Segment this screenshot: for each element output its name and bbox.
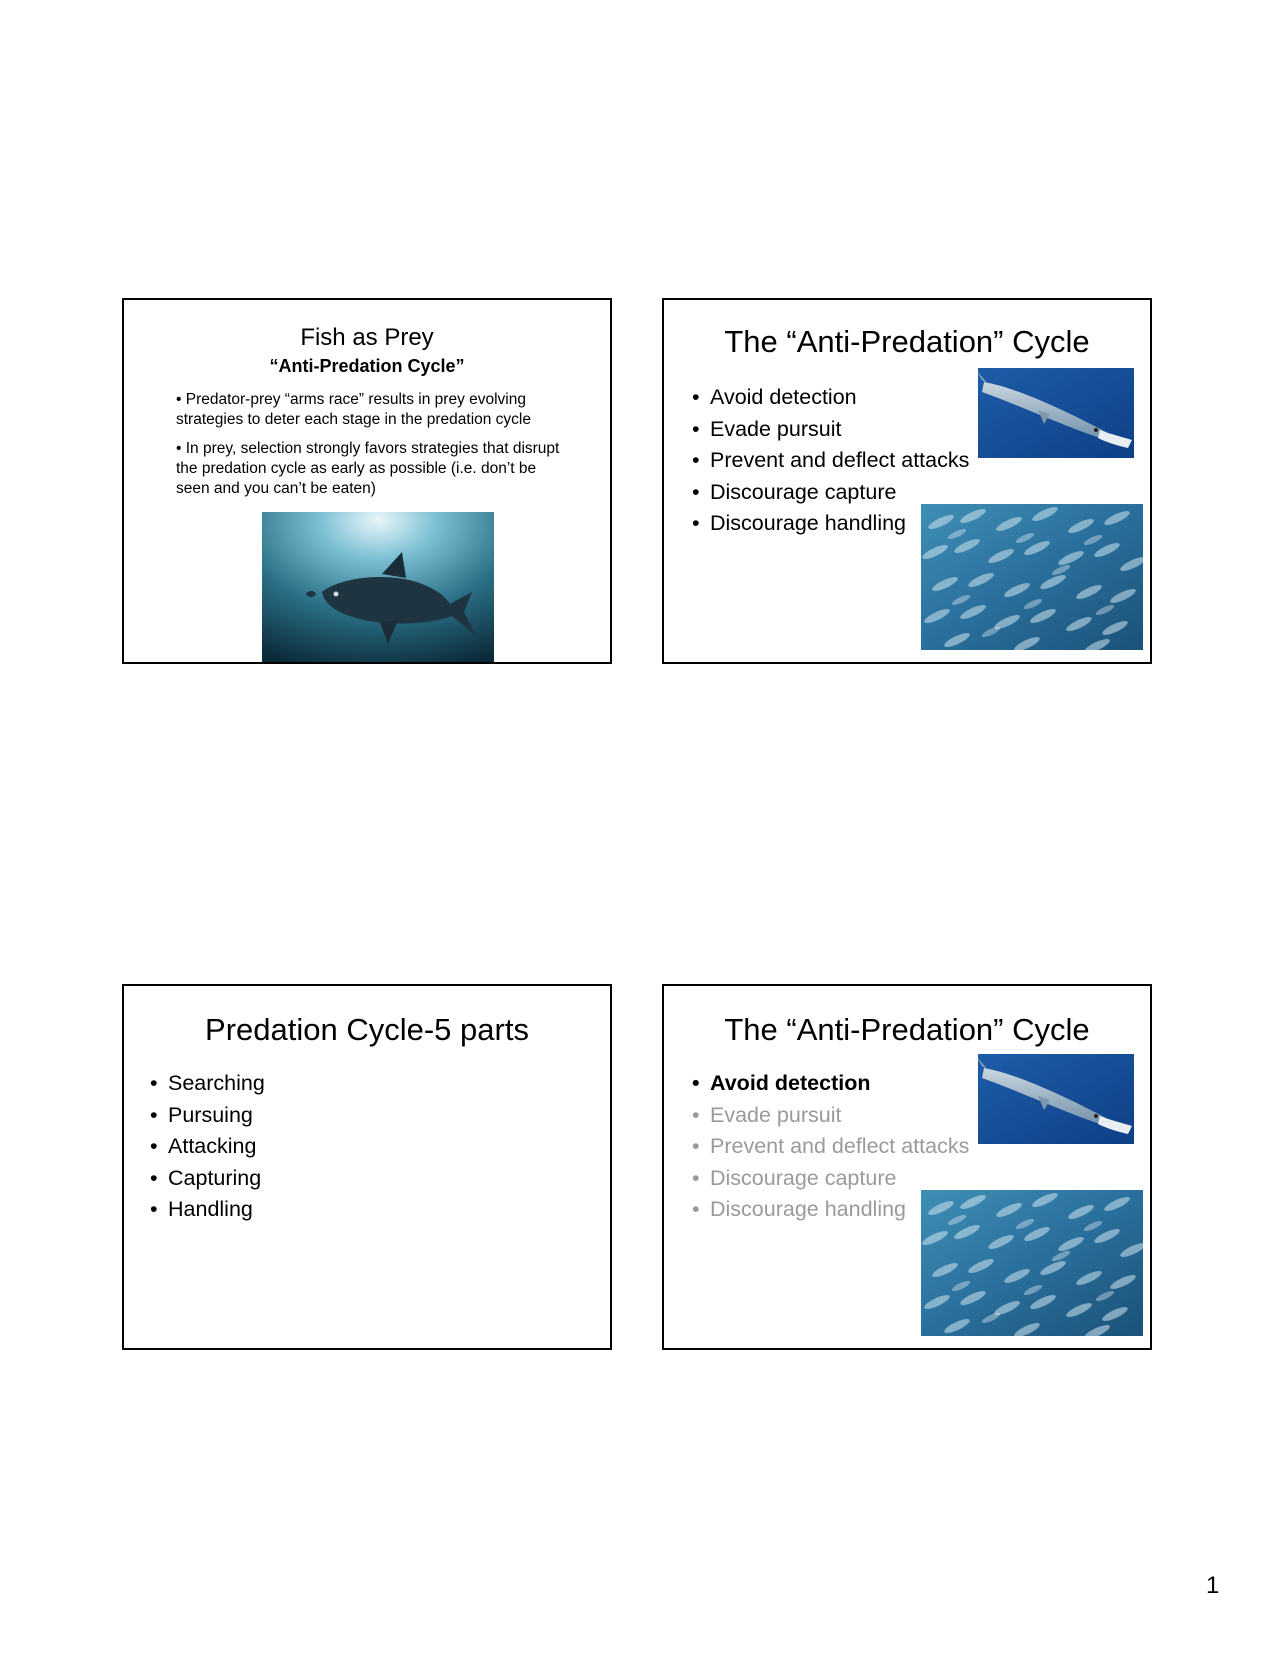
bullet-char: • <box>692 385 700 409</box>
list-item <box>150 1068 265 1100</box>
bullet-char: • <box>150 1134 158 1158</box>
page-number: 1 <box>1206 1572 1220 1599</box>
bullet-char: • <box>692 1134 700 1158</box>
bullet-char: • <box>150 1197 158 1221</box>
bullet-text: Discourage handling <box>710 511 907 535</box>
bullet-char: • <box>692 1071 700 1095</box>
bullet-char: • <box>692 1102 700 1127</box>
fish-school-photo <box>921 504 1143 650</box>
bullet-char: • <box>150 1071 158 1095</box>
list-item-dimmed <box>692 1100 969 1132</box>
barracuda-photo <box>978 368 1134 458</box>
bullet-char: • <box>150 1165 158 1190</box>
bullet-text: Avoid detection <box>710 385 857 409</box>
bullet-text: Discourage handling <box>710 1197 907 1221</box>
bullet-text: Handling <box>168 1197 253 1221</box>
list-item-dimmed <box>692 1131 969 1163</box>
list-item <box>692 445 969 477</box>
paragraph-line: the predation cycle as early as possible (i.e. don’t be <box>176 460 537 477</box>
bullet-char: • <box>692 511 700 535</box>
list-item <box>150 1131 265 1163</box>
bullet-list <box>150 1068 265 1226</box>
paragraph-1 <box>176 390 596 430</box>
bullet-char: • <box>692 479 700 504</box>
bullet-text: Evade pursuit <box>710 1102 842 1127</box>
slide-title: Predation Cycle-5 parts <box>205 1012 529 1047</box>
paragraph-line: seen and you can’t be eaten) <box>176 480 376 497</box>
bullet-text: Evade pursuit <box>710 416 842 441</box>
paragraph-line: strategies to deter each stage in the predation cycle <box>176 411 531 428</box>
bullet-text: Capturing <box>168 1165 262 1190</box>
slide-title: The “Anti-Predation” Cycle <box>724 1012 1090 1047</box>
paragraph-line: • Predator-prey “arms race” results in prey evolving <box>176 391 526 408</box>
slide-3 <box>122 984 612 1350</box>
bullet-text: Pursuing <box>168 1102 253 1127</box>
list-item <box>692 382 969 414</box>
slide-subtitle: “Anti-Predation Cycle” <box>269 356 465 376</box>
list-item-highlighted <box>692 1068 969 1100</box>
bullet-char: • <box>692 448 700 472</box>
slide-title: Fish as Prey <box>300 324 434 351</box>
list-item <box>150 1163 265 1195</box>
bullet-text: Searching <box>168 1071 265 1095</box>
list-item <box>150 1100 265 1132</box>
bullet-text: Prevent and deflect attacks <box>710 448 970 472</box>
bullet-text: Attacking <box>168 1134 257 1158</box>
list-item <box>692 414 969 446</box>
bullet-char: • <box>150 1102 158 1127</box>
list-item <box>150 1194 265 1226</box>
slide-2 <box>662 298 1152 664</box>
bullet-text: Discourage capture <box>710 479 897 504</box>
slide-4 <box>662 984 1152 1350</box>
tuna-photo <box>262 512 494 664</box>
bullet-text: Discourage capture <box>710 1165 897 1190</box>
slide-1 <box>122 298 612 664</box>
fish-school-photo <box>921 1190 1143 1336</box>
slide-title: The “Anti-Predation” Cycle <box>724 324 1090 359</box>
bullet-char: • <box>692 1165 700 1190</box>
bullet-char: • <box>692 416 700 441</box>
bullet-char: • <box>692 1197 700 1221</box>
barracuda-photo <box>978 1054 1134 1144</box>
paragraph-2 <box>176 439 596 499</box>
bullet-text: Avoid detection <box>710 1071 871 1095</box>
bullet-text: Prevent and deflect attacks <box>710 1134 970 1158</box>
paragraph-line: • In prey, selection strongly favors strategies that disrupt <box>176 440 560 457</box>
